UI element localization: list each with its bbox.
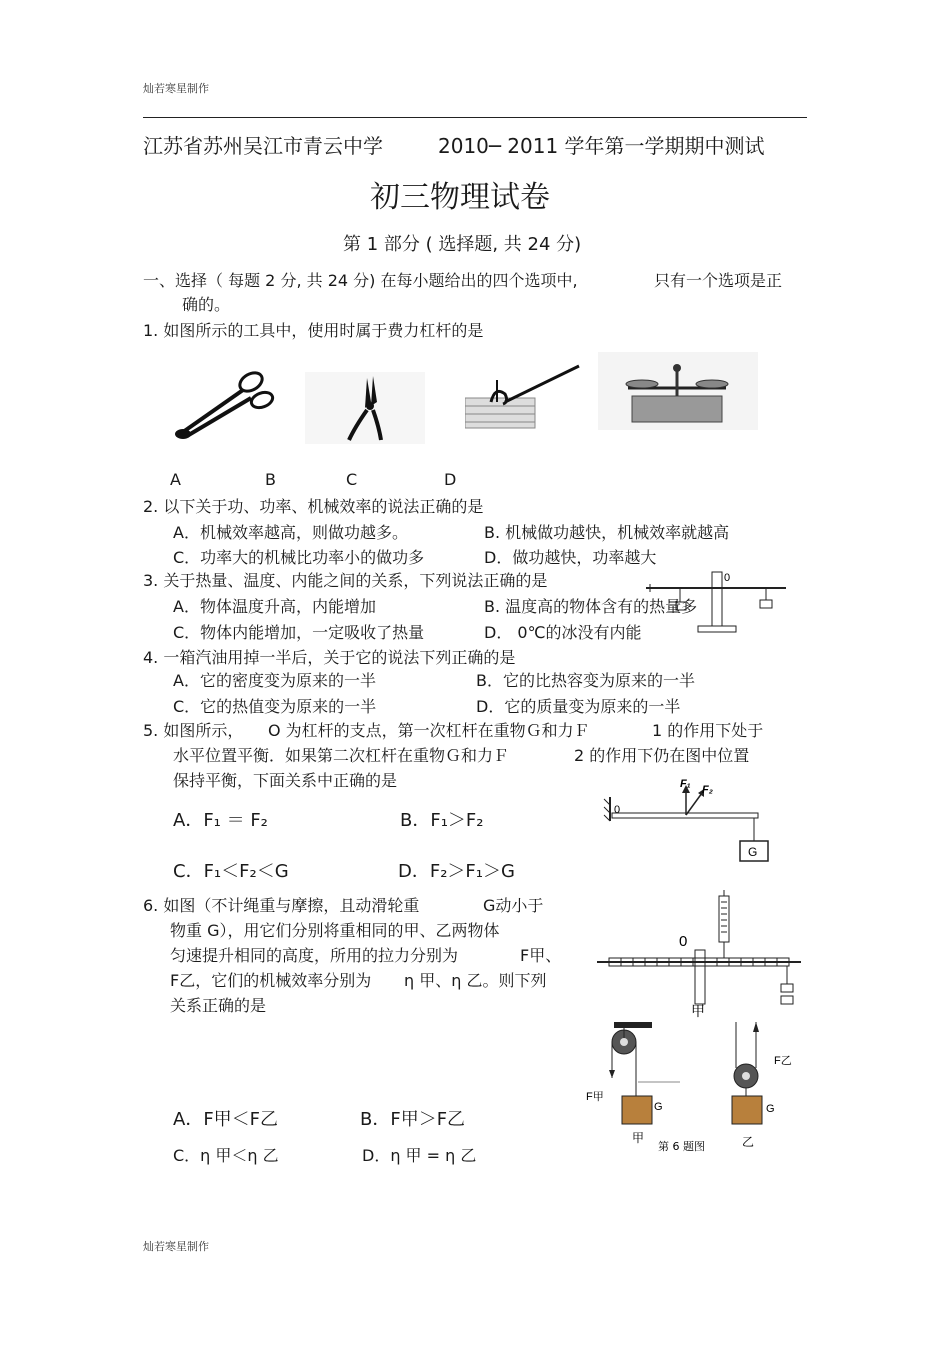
q4-option-b: B．它的比热容变为原来的一半 [476,671,695,690]
q3-option-c: C．物体内能增加，一定吸收了热量 [173,623,425,642]
q6-fig-jia: 甲 [632,1131,645,1145]
q5-fig-f2-label: F₂ [702,784,713,796]
q1-label-d: D [444,470,457,489]
q5-option-c: C．F₁＜F₂＜G [173,861,289,882]
q6-option-c: C．η 甲＜η 乙 [173,1146,279,1165]
pulley-figure [580,1018,810,1158]
q6-fig-f-yi: F乙 [774,1055,792,1067]
q3-fig-pivot-label: 0 [724,572,731,584]
q5-stem-2b: 2 的作用下仍在图中位置 [574,746,750,765]
q5-stem-1a: 5. 如图所示， [143,721,244,740]
q2-stem: 2. 以下关于功、功率、机械效率的说法正确的是 [143,497,484,516]
q2-option-c: C．功率大的机械比功率小的做功多 [173,548,425,567]
q6-fig-f-jia: F甲 [586,1091,604,1103]
q5-fig-f1-label: F₁ [680,778,691,790]
section-instruction: 一、选择（ 每题 2 分, 共 24 分) 在每小题给出的四个选项中, [143,271,578,290]
section-instruction-line2: 确的。 [182,295,231,314]
q6-stem-2: 物重 G），用它们分别将重相同的甲、乙两物体 [170,921,500,940]
q6-stem-3a: 匀速提升相同的高度，所用的拉力分别为 [170,946,459,965]
q3-option-b: B. 温度高的物体含有的热量多 [484,597,698,616]
q6-fig-g1: G [654,1101,663,1113]
q2-option-a: A．机械效率越高，则做功越多。 [173,523,408,542]
q6-stem-5: 关系正确的是 [170,996,267,1015]
q6-option-b: B．F甲＞F乙 [360,1109,466,1130]
q5-fig-pivot-label: 0 [614,804,621,816]
scissors-tongs-figure [165,362,280,447]
q6-stem-1a: 6. 如图（不计绳重与摩擦，且动滑轮重 [143,896,420,915]
q3-option-a: A．物体温度升高，内能增加 [173,597,376,616]
q6-fig-g2: G [766,1103,775,1115]
q6-fig-yi: 乙 [742,1135,755,1149]
part-title: 第 1 部分 ( 选择题, 共 24 分) [343,234,582,255]
q1-label-a: A [170,470,181,489]
q5-stem-1c: 1 的作用下处于 [652,721,764,740]
q4-stem: 4. 一箱汽油用掉一半后，关于它的说法下列正确的是 [143,648,516,667]
q4-option-d: D．它的质量变为原来的一半 [476,697,681,716]
q3-stem: 3. 关于热量、温度、内能之间的关系，下列说法正确的是 [143,571,548,590]
q3-option-d: D． 0℃的冰没有内能 [484,623,642,642]
q6-lever-pivot-label: 0 [679,933,688,950]
school-title: 江苏省苏州吴江市青云中学 [143,134,383,158]
header-rule [143,117,807,118]
q5-stem-3: 保持平衡，下面关系中正确的是 [173,771,398,790]
nail-puller-figure [465,362,583,430]
maker-note-top: 灿若寒星制作 [143,82,209,95]
q5-stem-2a: 水平位置平衡．如果第二次杠杆在重物Ｇ和力Ｆ [173,746,510,765]
q1-label-c: C [346,470,358,489]
q6-stem-1b: G动小于 [483,896,544,915]
maker-note-bottom: 灿若寒星制作 [143,1240,209,1253]
section-instruction-cont: 只有一个选项是正 [654,271,783,290]
q2-option-d: D．做功越快，功率越大 [484,548,657,567]
q6-stem-3b: F甲、 [520,946,562,965]
q5-lever-figure [600,775,780,870]
q5-fig-g-label: G [748,845,758,859]
q1-label-b: B [265,470,276,489]
q5-option-d: D．F₂＞F₁＞G [398,861,515,882]
q5-option-b: B．F₁＞F₂ [400,810,484,831]
q5-stem-1b: O 为杠杆的支点，第一次杠杆在重物Ｇ和力Ｆ [268,721,590,740]
q6-fig-caption: 第 6 题图 [658,1140,705,1153]
q6-stem-4b: η 甲、η 乙。则下列 [404,971,547,990]
balance-scale-figure [598,352,758,430]
q4-option-c: C．它的热值变为原来的一半 [173,697,377,716]
pliers-figure [305,372,425,444]
page-title: 初三物理试卷 [370,180,550,215]
q6-option-a: A．F甲＜F乙 [173,1109,279,1130]
q6-lever-jia-label: 甲 [691,1004,705,1018]
q4-option-a: A．它的密度变为原来的一半 [173,671,376,690]
q5-option-a: A．F₁ ＝ F₂ [173,810,268,831]
term-title: 2010─ 2011 学年第一学期期中测试 [438,134,765,158]
q6-stem-4a: F乙，它们的机械效率分别为 [170,971,372,990]
q1-stem: 1. 如图所示的工具中，使用时属于费力杠杆的是 [143,321,484,340]
lever-spring-scale-figure [595,888,805,1018]
q2-option-b: B. 机械做功越快，机械效率就越高 [484,523,730,542]
q6-option-d: D．η 甲 = η 乙 [362,1146,477,1165]
